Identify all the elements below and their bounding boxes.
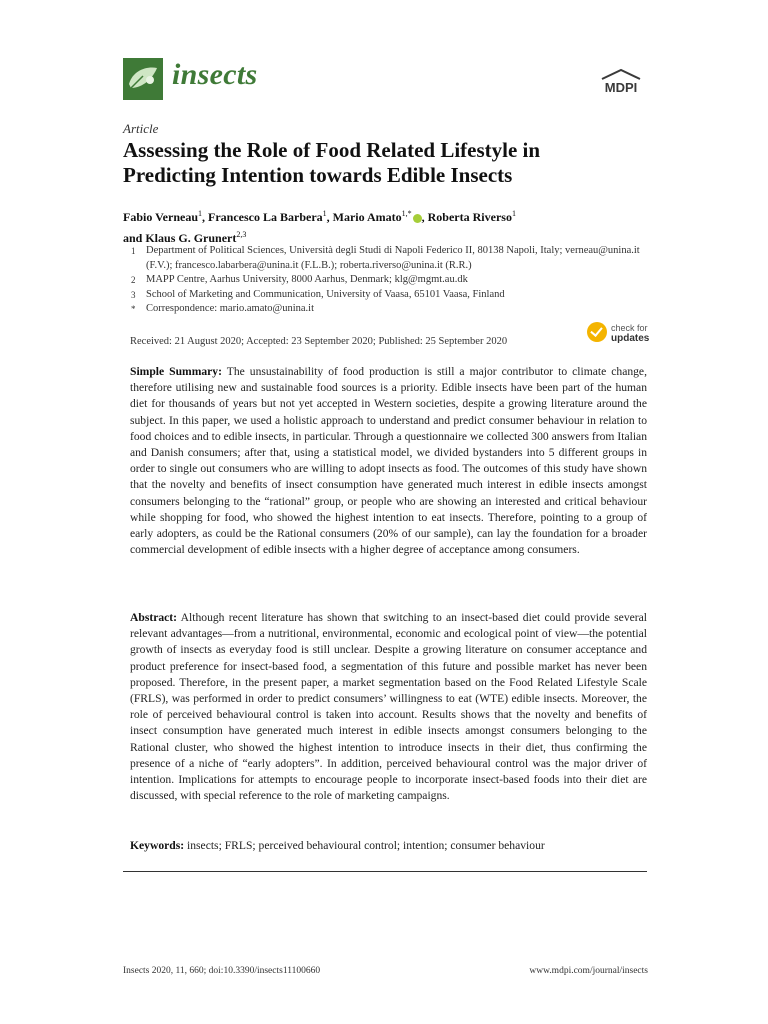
author-sep: , <box>326 210 333 224</box>
affiliation-item <box>123 244 643 273</box>
keywords-label: Keywords: <box>130 839 185 852</box>
check-updates-label <box>611 323 649 344</box>
author: Francesco La Barbera <box>208 210 323 224</box>
journal-url[interactable]: www.mdpi.com/journal/insects <box>529 966 648 976</box>
simple-summary-text: The unsustainability of food production is still a major contributor to climate change, therefore utilising new and sustainable food sources is a priority. Edible insects have been part of the human diet for thousands of years but not yet accepted in Western societies, despite a growing literature around the subject. In this paper, we used a holistic approach to understand and predict consumer behaviour in relation to food choices and to edible insects, in particular. Through a questionnaire we collected 300 answers from Italian and Danish consumers; after that, using a statistical model, we divided bystanders into 5 different groups in order to single out consumers who are willing to adopt insects as food. The outcomes of this study have shown that the novelty and benefits of insect consumption have generated much interest in edible insects amongst consumers belonging to the “rational” group, or people who are showing an interested and critical behaviour while shopping for food, who showed the highest intention to eat insects. Therefore, pointing to a group of early adopters, as could be the Rational consumers (20% of our sample), can lay the foundation for a broader commercial development of edible insects with a higher degree of acceptance among consumers. <box>130 365 647 557</box>
affiliation-item <box>123 273 643 288</box>
author-sep: , <box>421 210 428 224</box>
affiliation-mark: 3 <box>131 289 136 300</box>
simple-summary <box>130 364 647 558</box>
author-list <box>123 205 643 247</box>
checkmark-icon <box>587 322 607 342</box>
check-updates-line1: check for <box>611 323 648 333</box>
citation-footer: Insects 2020, 11, 660; doi:10.3390/insects11100660 <box>123 966 321 976</box>
section-divider <box>123 871 647 872</box>
author-sup: 1 <box>322 209 327 218</box>
author-sup: 1,* <box>401 209 412 218</box>
affiliations <box>123 244 643 317</box>
paper-title: Assessing the Role of Food Related Lifestyle in Predicting Intention towards Edible Insects <box>123 138 541 187</box>
keywords-text: insects; FRLS; perceived behavioural control; intention; consumer behaviour <box>187 839 545 852</box>
affiliation-text: School of Marketing and Communication, University of Vaasa, 65101 Vaasa, Finland <box>146 288 505 300</box>
journal-name: insects <box>172 58 258 91</box>
affiliation-mark: 2 <box>131 275 136 285</box>
leaf-insect-icon <box>123 58 163 100</box>
author-sep: , <box>202 210 209 224</box>
publisher-name: MDPI <box>604 80 638 95</box>
publication-dates: Received: 21 August 2020; Accepted: 23 September 2020; Published: 25 September 2020 <box>130 336 508 347</box>
journal-logo <box>123 58 163 100</box>
orcid-icon[interactable] <box>413 214 422 223</box>
check-updates-line2: updates <box>611 333 650 344</box>
author: and Klaus G. Grunert <box>123 231 237 245</box>
simple-summary-label: Simple Summary: <box>130 365 222 378</box>
affiliation-text: Correspondence: mario.amato@unina.it <box>146 303 314 314</box>
affiliation-item <box>123 288 643 303</box>
author: Mario Amato <box>332 210 402 224</box>
author-sup: 1 <box>511 209 516 218</box>
affiliation-item <box>123 302 643 317</box>
abstract-text: Although recent literature has shown that switching to an insect-based diet could provide several relevant advantages—from a nutritional, environmental, economic and ecological point of view—the potential growth of insects as everyday food is still unclear. Despite a growing literature on consumer acceptance and product preference for insect-based food, a segmentation of this future and possible market has never been proposed. Therefore, in the present paper, a market segmentation based on the Food Related Lifestyle Scale (FRLS), was performed in order to predict consumers’ willingness to eat (WTE) edible insects. Moreover, the role of perceived behavioural control is taken into account. Results shows that the novelty and benefits of insect consumption have generated much interest in edible insects amongst consumers belonging to the Rational cluster, who showed the highest intention to introduce insects in their diet, thus confirming the presence of a niche of “early adopters”. In addition, perceived behavioural control was the major driver of intention. Implications for attempts to encourage people to incorporate insect-based foods into their diet are discussed, with special reference to the role of marketing campaigns. <box>130 611 647 803</box>
keywords <box>130 838 647 854</box>
author-sup: 1 <box>198 209 203 218</box>
mdpi-logo <box>598 68 644 96</box>
article-type: Article <box>123 121 159 136</box>
author: Roberta Riverso <box>427 210 512 224</box>
affiliation-mark: * <box>131 304 136 314</box>
author-sup: 2,3 <box>236 230 247 239</box>
abstract <box>130 610 647 804</box>
affiliation-text: Department of Political Sciences, Università degli Studi di Napoli Federico II, 80138 Napoli, Italy; verneau@unina.it (F.V.); francesco.labarbera@unina.it (F.L.B.); roberta.riverso@unina.it (R.R.) <box>146 245 640 271</box>
affiliation-mark: 1 <box>131 246 136 256</box>
author: Fabio Verneau <box>123 210 199 224</box>
abstract-label: Abstract: <box>130 611 178 624</box>
check-for-updates-badge[interactable] <box>587 322 650 348</box>
affiliation-text: MAPP Centre, Aarhus University, 8000 Aarhus, Denmark; klg@mgmt.au.dk <box>146 274 468 285</box>
